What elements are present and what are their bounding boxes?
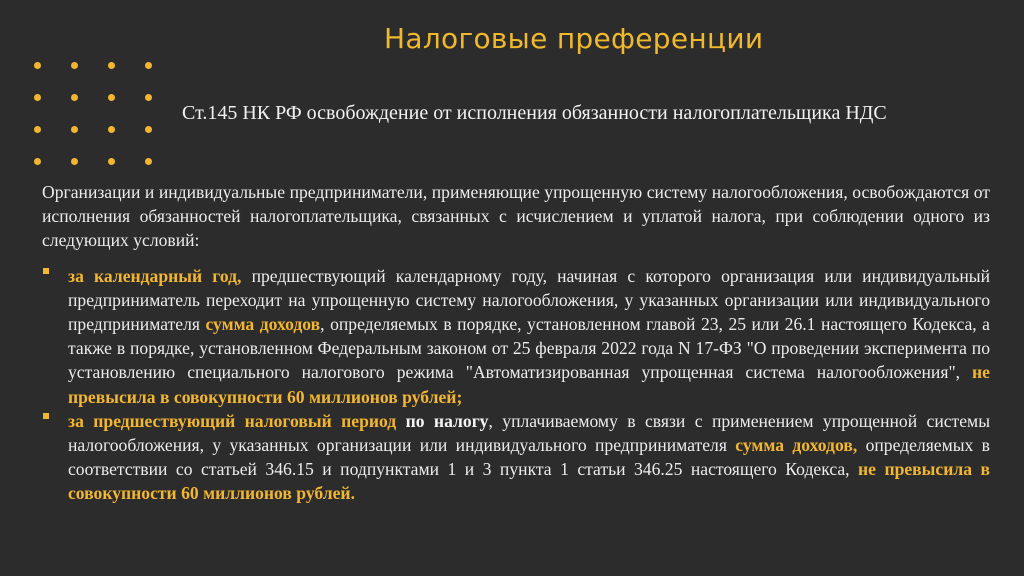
highlight-text: не превысила в совокупности 60 миллионов рублей; xyxy=(68,362,990,407)
dot xyxy=(145,94,152,101)
body-text: , уплачиваемому в связи с применением упрощенной системы налогообложения, у указанных организации или индивидуального предпринимателя xyxy=(68,410,991,456)
highlight-text: сумма доходов, xyxy=(735,435,858,456)
list-item xyxy=(42,409,990,506)
bold-text: по налогу xyxy=(405,410,489,431)
intro-paragraph: Организации и индивидуальные предприниматели, применяющие упрощенную систему налогообложения, освобождаются от исполнения обязанностей налогоплательщика, связанных с исчислением и уплатой налога, при соблюдении одного из следующих условий: xyxy=(42,182,990,251)
dot xyxy=(145,158,152,165)
square-bullet-icon xyxy=(43,268,49,274)
dot xyxy=(108,94,115,101)
highlight-text: за предшествующий налоговый период xyxy=(68,410,397,431)
dot xyxy=(71,126,78,133)
highlight-text: сумма доходов xyxy=(205,314,321,335)
dot xyxy=(34,126,41,133)
dot xyxy=(71,94,78,101)
dot xyxy=(34,62,41,69)
dot xyxy=(108,158,115,165)
dot xyxy=(34,158,41,165)
dot xyxy=(145,62,152,69)
decorative-dot-grid xyxy=(34,62,160,168)
body-text xyxy=(396,411,405,431)
dot xyxy=(34,94,41,101)
slide-subtitle: Ст.145 НК РФ освобождение от исполнения обязанности налогоплательщика НДС xyxy=(182,102,887,124)
dot xyxy=(145,126,152,133)
dot xyxy=(108,126,115,133)
highlight-text: не превысила в совокупности 60 миллионов рублей. xyxy=(68,459,991,504)
body-text: , определяемых в порядке, установленном главой 23, 25 или 26.1 настоящего Кодекса, а также в порядке, установленном Федеральным законом от 25 февраля 2022 года N 17-ФЗ "О проведении эксперимента по установлению специального налогового режима "Автоматизированная упрощенная система налогообложения", xyxy=(68,314,990,383)
highlight-text: за календарный год, xyxy=(68,265,242,286)
body-text: предшествующий календарному году, начиная с которого организация или индивидуальный предприниматель переходит на упрощенную систему налогообложения, у указанных организации или индивидуального предпринимателя xyxy=(68,265,991,335)
list-item xyxy=(42,264,990,409)
slide-body xyxy=(42,180,990,506)
body-text: определяемых в соответствии со статьей 346.15 и подпунктами 1 и 3 пункта 1 статьи 346.25 настоящего Кодекса, xyxy=(68,435,990,480)
square-bullet-icon xyxy=(43,413,49,419)
slide-title: Налоговые преференции xyxy=(384,22,764,55)
dot xyxy=(71,158,78,165)
dot xyxy=(71,62,78,69)
conditions-list xyxy=(42,264,990,506)
dot xyxy=(108,62,115,69)
